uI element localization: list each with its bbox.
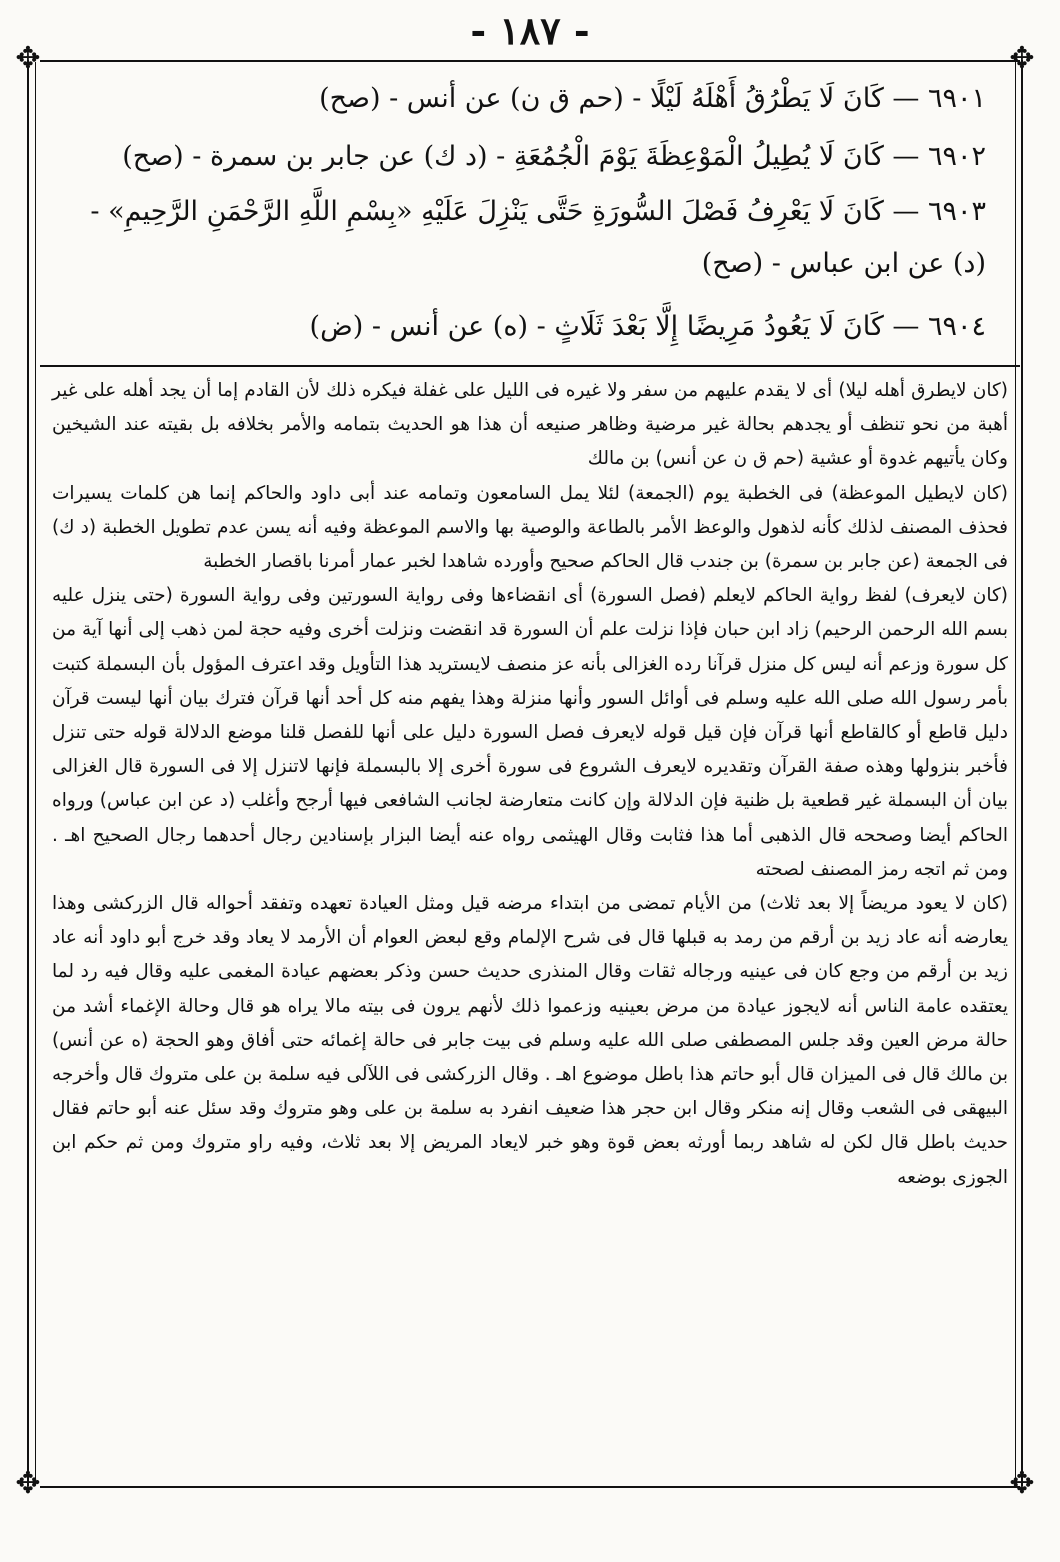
hadith-number: ٦٩٠٤ <box>927 311 986 342</box>
hadith-list <box>70 70 986 356</box>
hadith-text: كَانَ لَا يَعْرِفُ فَصْلَ السُّورَةِ حَتَّى يَنْزِلَ عَلَيْهِ «بِسْمِ اللَّهِ الرَّحْمَنِ الرَّحِيمِ» - (د) عن ابن عباس - (صح) <box>90 196 986 279</box>
border-inner-right <box>1015 62 1016 1484</box>
page-number: - ١٨٧ - <box>470 8 590 53</box>
hadith-number: ٦٩٠٢ <box>927 141 986 172</box>
hadith-text: كَانَ لَا يَطْرُقُ أَهْلَهُ لَيْلًا - (حم ق ن) عن أنس - (صح) <box>319 83 884 114</box>
commentary-paragraph: (كان لا يعود مريضاً إلا بعد ثلاث) من الأيام تمضى من ابتداء مرضه قيل ومثل العيادة تعهده وتفقد أحواله قال الزركشى وهذا يعارضه أنه عاد زيد بن أرقم من رمد به قبلها قال فى شرح الإلمام وقع لبعض العوام أن الأرمد لا يعاد وقد خرج أبو داود أنه عاد زيد بن أرقم من وجع كان فى عينيه ورجاله ثقات وقال المنذرى حديث حسن وذكر بعضهم عيادة المغمى عليه وقال فيه رد لما يعتقده عامة الناس أنه لايجوز عيادة من مرض بعينيه وزعموا ذلك لأنهم يرون فى بيته مالا يراه هو قال وحالة الإغماء أشد من حالة مرض العين وقد جلس المصطفى صلى الله عليه وسلم فى بيت جابر فى حالة إغمائه حتى أفاق وهو الحجة (ه عن أنس) بن مالك قال فى الميزان قال أبو حاتم هذا باطل موضوع اهـ . وقال الزركشى فى اللآلى فيه سلمة بن على متروك قال وأخرجه البيهقى فى الشعب وقال إنه منكر وقال ابن حجر هذا ضعيف انفرد به سلمة بن على وهو متروك وقد سئل عنه أبو حاتم فقال حديث باطل قال لكن له شاهد ربما أورثه بعض قوة وهو خبر لايعاد المريض إلا بعد ثلاث، وفيه راو متروك ومن ثم حكم ابن الجوزى بوضعه <box>52 893 1008 1188</box>
commentary-paragraph: (كان لايعرف) لفظ رواية الحاكم لايعلم (فصل السورة) أى انقضاءها وفى رواية السورتين وفى رواية السورة (حتى ينزل عليه بسم الله الرحمن الرحيم) زاد ابن حبان فإذا نزلت علم أن السورة قد انقضت ونزلت أخرى وفيه حجة لمن ذهب إلى أنها آية من كل سورة وزعم أنه ليس كل منزل قرآنا رده الغزالى بأنه عز منصف لايستريد هذا التأويل وقد اعترف المؤول بأن البسملة كتبت بأمر رسول الله صلى الله عليه وسلم فى أوائل السور وأنها منزلة وهذا يفهم منه كل أحد أنها قرآن فترك بيان أنها ليست قرآن دليل قاطع أو كالقاطع أنها قرآن فإن قيل قوله لايعرف فصل السورة دليل على أنها للفصل قلنا موضع الدلالة قوله حتى تنزل فأخبر بنزولها وهذه صفة القرآن وتقديره لايعرف الشروع فى سورة أخرى إلا بالبسملة فإنها لاتنزل إلا فى السورة قال الغزالى بيان أن البسملة غير قطعية بل ظنية فإن الدلالة وإن كانت متعارضة لجانب الشافعى فيها أرجح وأغلب (د عن ابن عباس) ورواه الحاكم أيضا وصححه قال الذهبى أما هذا فثابت وقال الهيثمى رواه عنه أيضا البزار بإسنادين رجال أحدهما رجال الصحيح اهـ . ومن ثم اتجه رمز المصنف لصحته <box>52 585 1008 880</box>
hadith-number: ٦٩٠٣ <box>927 196 986 227</box>
commentary-paragraph: (كان لايطرق أهله ليلا) أى لا يقدم عليهم من سفر ولا غيره فى الليل على غفلة فيكره ذلك لأن القادم إما أن يجد أهله على غير أهبة من نحو تنظف أو يجدهم بحالة غير مرضية وظاهر صنيعه أن هذا هو الحديث بتمامه والأمر بخلافه بل بقيته عند الشيخين وكان يأتيهم غدوة أو عشية (حم ق ن عن أنس) بن مالك <box>52 380 1008 470</box>
hadith-item: ٦٩٠٤ — كَانَ لَا يَعُودُ مَرِيضًا إِلَّا بَعْدَ ثَلَاثٍ - (ه) عن أنس - (ض) <box>309 311 986 342</box>
border-top <box>40 60 1020 62</box>
corner-ornament-icon: ✥ <box>1009 1466 1035 1501</box>
border-bottom <box>40 1486 1020 1488</box>
section-divider <box>40 365 1020 367</box>
corner-ornament-icon: ✥ <box>15 1466 41 1501</box>
hadith-text: كَانَ لَا يَعُودُ مَرِيضًا إِلَّا بَعْدَ ثَلَاثٍ - (ه) عن أنس - (ض) <box>309 311 884 342</box>
commentary-section <box>52 374 1008 1195</box>
commentary-paragraph: (كان لايطيل الموعظة) فى الخطبة يوم (الجمعة) لئلا يمل السامعون وتمامه عند أبى داود والحاكم إنما هن كلمات يسيرات فحذف المصنف لذلك كأنه لذهول والوعظ الأمر بالطاعة والوصية بها والاسم الموعظة وفيه أنه يسن عدم تطويل الخطبة (د ك) فى الجمعة (عن جابر بن سمرة) بن جندب قال الحاكم صحيح وأورده شاهدا لخبر عمار أمرنا باقصار الخطبة <box>52 482 1008 573</box>
hadith-item: ٦٩٠٢ — كَانَ لَا يُطِيلُ الْمَوْعِظَةَ يَوْمَ الْجُمُعَةِ - (د ك) عن جابر بن سمرة - (صح) <box>122 141 986 172</box>
border-left <box>27 60 29 1486</box>
border-right <box>1021 60 1023 1486</box>
corner-ornament-icon: ✥ <box>1009 41 1035 76</box>
hadith-item: ٦٩٠١ — كَانَ لَا يَطْرُقُ أَهْلَهُ لَيْلًا - (حم ق ن) عن أنس - (صح) <box>319 83 986 114</box>
corner-ornament-icon: ✥ <box>15 41 41 76</box>
hadith-text: كَانَ لَا يُطِيلُ الْمَوْعِظَةَ يَوْمَ الْجُمُعَةِ - (د ك) عن جابر بن سمرة - (صح) <box>122 141 884 172</box>
border-inner-left <box>35 62 36 1484</box>
hadith-item: ٦٩٠٣ — كَانَ لَا يَعْرِفُ فَصْلَ السُّورَةِ حَتَّى يَنْزِلَ عَلَيْهِ «بِسْمِ اللَّهِ الرَّحْمَنِ الرَّحِيمِ» - (د) عن ابن عباس - (صح) <box>90 196 986 279</box>
hadith-number: ٦٩٠١ <box>927 83 986 114</box>
